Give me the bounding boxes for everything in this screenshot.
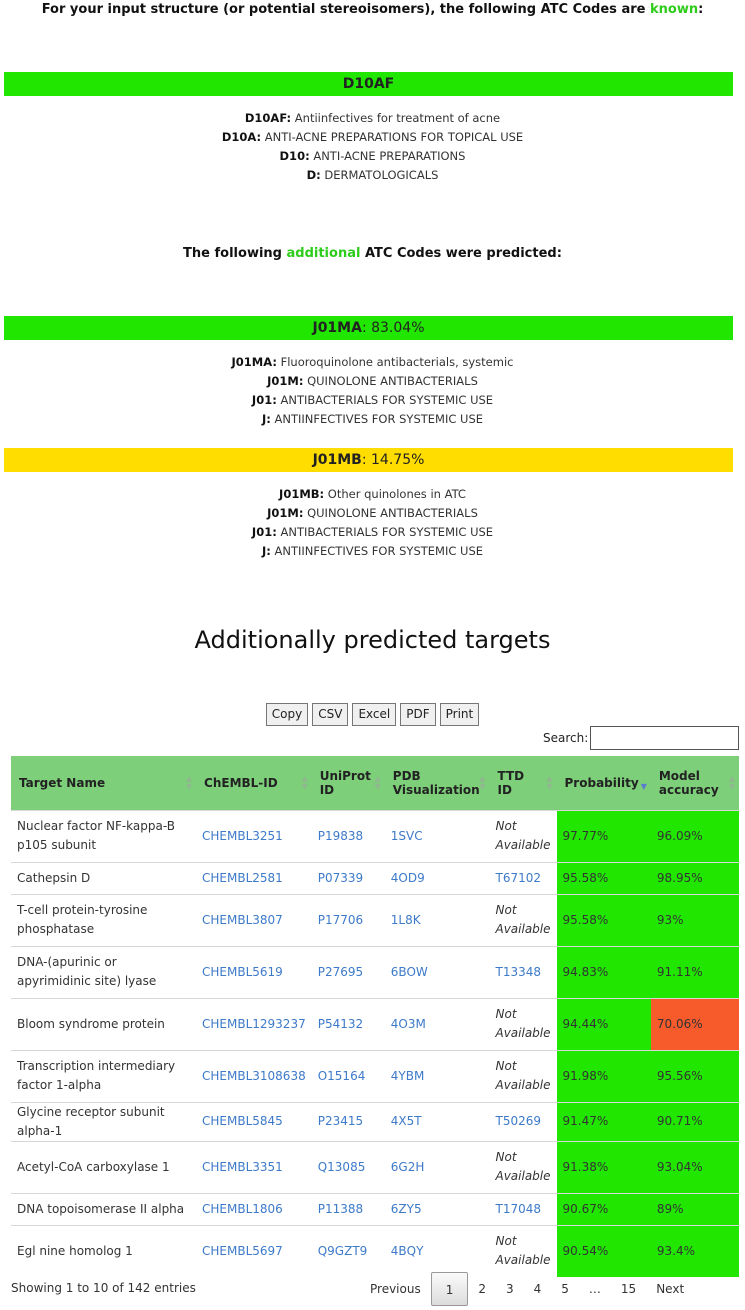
chembl-link[interactable]: CHEMBL5697	[202, 1243, 283, 1258]
pdb-cell	[385, 894, 490, 946]
uniprot-link[interactable]: P07339	[317, 870, 364, 885]
column-header-chembl-id[interactable]: ChEMBL-ID ▲ ▼	[196, 756, 312, 810]
accuracy-cell: 98.95%	[651, 862, 739, 894]
chembl-link[interactable]: CHEMBL5845	[202, 1114, 283, 1128]
chembl-cell	[196, 1141, 312, 1193]
target-name-cell: DNA-(apurinic or apyrimidinic site) lyase	[11, 946, 196, 998]
uniprot-cell	[312, 1050, 385, 1102]
column-header-ttd-id[interactable]: TTD ID ▲ ▼	[490, 756, 557, 810]
sort-icon: ▲ ▼	[546, 773, 553, 791]
atc-line: J01M: QUINOLONE ANTIBACTERIALS	[267, 374, 478, 388]
uniprot-cell	[312, 894, 385, 946]
uniprot-link[interactable]: Q13085	[317, 1159, 366, 1174]
probability-cell: 94.83%	[557, 946, 651, 998]
accuracy-cell: 90.71%	[651, 1102, 739, 1141]
atc-line: J01MA: Fluoroquinolone antibacterials, systemic	[231, 355, 514, 369]
uniprot-link[interactable]: P11388	[317, 1201, 364, 1216]
uniprot-link[interactable]: P17706	[317, 912, 364, 927]
accuracy-cell: 70.06%	[651, 998, 739, 1050]
chembl-link[interactable]: CHEMBL3251	[202, 828, 283, 843]
uniprot-link[interactable]: P19838	[317, 828, 364, 843]
chembl-cell	[196, 1225, 312, 1277]
chembl-link[interactable]: CHEMBL2581	[202, 870, 283, 885]
probability-cell: 97.77%	[557, 810, 651, 862]
sort-icon: ▲ ▼	[301, 773, 308, 791]
uniprot-cell	[312, 1141, 385, 1193]
chembl-cell	[196, 1193, 312, 1225]
ttd-cell	[490, 946, 557, 998]
accuracy-cell: 91.11%	[651, 946, 739, 998]
uniprot-link[interactable]: Q9GZT9	[317, 1243, 368, 1258]
pdb-cell	[385, 862, 490, 894]
chembl-cell	[196, 810, 312, 862]
chembl-link[interactable]: CHEMBL1806	[202, 1201, 283, 1216]
page-button[interactable]: 4	[533, 1282, 542, 1296]
chembl-cell	[196, 1102, 312, 1141]
uniprot-cell	[312, 946, 385, 998]
atc-line: D10A: ANTI-ACNE PREPARATIONS FOR TOPICAL USE	[221, 130, 524, 144]
atc-line: J: ANTIINFECTIVES FOR SYSTEMIC USE	[261, 544, 484, 558]
probability-cell: 95.58%	[557, 862, 651, 894]
chembl-cell	[196, 1050, 312, 1102]
probability-cell: 90.54%	[557, 1225, 651, 1277]
column-header-uniprot-id[interactable]: UniProt ID ▲ ▼	[312, 756, 385, 810]
uniprot-link[interactable]: P54132	[317, 1016, 364, 1031]
pdb-cell	[385, 1102, 490, 1141]
page-button[interactable]: 15	[620, 1282, 637, 1296]
sort-desc-icon: ▼	[640, 781, 647, 791]
target-name-cell: T-cell protein-tyrosine phosphatase	[11, 894, 196, 946]
chembl-cell	[196, 894, 312, 946]
chembl-link[interactable]: CHEMBL1293237	[202, 1016, 306, 1031]
page-button[interactable]: 5	[561, 1282, 569, 1296]
table-row	[11, 998, 739, 1050]
uniprot-link[interactable]: P27695	[317, 964, 364, 979]
atc-line: J: ANTIINFECTIVES FOR SYSTEMIC USE	[261, 412, 484, 426]
atc-line: D: DERMATOLOGICALS	[306, 168, 439, 182]
accuracy-cell: 89%	[651, 1193, 739, 1225]
chembl-cell	[196, 862, 312, 894]
probability-cell: 90.67%	[557, 1193, 651, 1225]
previous-page-button[interactable]: Previous	[370, 1282, 421, 1296]
atc-line: D10: ANTI-ACNE PREPARATIONS	[279, 149, 466, 163]
column-header-model-accuracy[interactable]: Model accuracy ▲ ▼	[651, 756, 739, 810]
known-atc-heading: For your input structure (or potential stereoisomers), the following ATC Codes are known:	[41, 2, 704, 17]
probability-cell: 95.58%	[557, 894, 651, 946]
target-name-cell: Bloom syndrome protein	[11, 998, 196, 1050]
pdb-link[interactable]: 4O3M	[390, 1016, 426, 1031]
next-page-button[interactable]: Next	[656, 1282, 685, 1296]
accuracy-cell: 93.04%	[651, 1141, 739, 1193]
pdf-button[interactable]: PDF	[400, 703, 435, 726]
page-button[interactable]: 2	[478, 1282, 486, 1296]
probability-cell: 91.38%	[557, 1141, 651, 1193]
sort-icon: ▲ ▼	[185, 773, 193, 791]
copy-button[interactable]: Copy	[266, 703, 308, 726]
atc-line: J01MB: Other quinolones in ATC	[279, 487, 466, 501]
ttd-cell	[490, 862, 557, 894]
ttd-cell	[490, 1193, 557, 1225]
uniprot-cell	[312, 862, 385, 894]
known-atc-bar: D10AF	[4, 72, 733, 96]
chembl-link[interactable]: CHEMBL3807	[202, 912, 283, 927]
pdb-link[interactable]: 4OD9	[390, 870, 425, 885]
probability-cell: 91.47%	[557, 1102, 651, 1141]
accuracy-cell: 95.56%	[651, 1050, 739, 1102]
pdb-cell	[385, 998, 490, 1050]
table-row	[11, 1141, 739, 1193]
atc-line: J01M: QUINOLONE ANTIBACTERIALS	[267, 506, 478, 520]
target-name-cell: Egl nine homolog 1	[11, 1225, 196, 1277]
table-row	[11, 1225, 739, 1277]
page-ellipsis: …	[588, 1282, 601, 1296]
sort-icon: ▲ ▼	[479, 773, 486, 791]
table-row	[11, 862, 739, 894]
targets-table	[11, 756, 739, 1277]
chembl-cell	[196, 998, 312, 1050]
column-header-pdb-visualization[interactable]: PDB Visualization ▲ ▼	[385, 756, 490, 810]
pagination	[360, 1272, 694, 1306]
target-name-cell: DNA topoisomerase II alpha	[11, 1193, 196, 1225]
target-name-cell: Transcription intermediary factor 1-alpha	[11, 1050, 196, 1102]
uniprot-cell	[312, 810, 385, 862]
sort-icon: ▲ ▼	[374, 773, 381, 791]
known-atc-hierarchy	[0, 109, 745, 185]
pdb-link[interactable]: 6G2H	[390, 1159, 425, 1174]
pdb-link[interactable]: 6ZY5	[390, 1201, 422, 1216]
uniprot-cell	[312, 1102, 385, 1141]
search-label: Search:	[543, 731, 589, 745]
predicted-atc-hierarchy-2	[0, 485, 745, 561]
print-button[interactable]: Print	[440, 703, 480, 726]
csv-button[interactable]: CSV	[312, 703, 348, 726]
pdb-link[interactable]: 4YBM	[390, 1068, 425, 1083]
uniprot-cell	[312, 998, 385, 1050]
predicted-atc-bar-2: J01MB: 14.75%	[4, 448, 733, 472]
targets-title: Additionally predicted targets	[194, 626, 551, 654]
table-row	[11, 946, 739, 998]
pdb-link[interactable]: 1L8K	[390, 912, 421, 927]
probability-cell: 91.98%	[557, 1050, 651, 1102]
ttd-link[interactable]: T67102	[495, 870, 542, 885]
ttd-link[interactable]: T13348	[495, 964, 542, 979]
uniprot-link[interactable]: P23415	[317, 1114, 364, 1128]
pdb-cell	[385, 1193, 490, 1225]
column-header-target-name[interactable]: Target Name ▲ ▼	[11, 756, 196, 810]
pdb-cell	[385, 946, 490, 998]
table-row	[11, 1193, 739, 1225]
accuracy-cell: 93.4%	[651, 1225, 739, 1277]
predicted-atc-hierarchy-1	[0, 353, 745, 429]
chembl-link[interactable]: CHEMBL5619	[202, 964, 283, 979]
sort-icon: ▲ ▼	[728, 773, 735, 791]
pdb-cell	[385, 1050, 490, 1102]
ttd-cell: Not Available	[490, 998, 557, 1050]
predicted-atc-heading: The following additional ATC Codes were predicted:	[183, 246, 562, 261]
pdb-link[interactable]: 4BQY	[390, 1243, 424, 1258]
predicted-atc-bar-1: J01MA: 83.04%	[4, 316, 733, 340]
page-button[interactable]: 3	[506, 1282, 514, 1296]
ttd-link[interactable]: T17048	[495, 1201, 542, 1216]
accuracy-cell: 93%	[651, 894, 739, 946]
page-button[interactable]: 1	[431, 1272, 469, 1306]
target-name-cell: Nuclear factor NF-kappa-B p105 subunit	[11, 810, 196, 862]
ttd-link[interactable]: T50269	[495, 1114, 542, 1128]
ttd-cell: Not Available	[490, 1050, 557, 1102]
pdb-link[interactable]: 4X5T	[390, 1114, 422, 1128]
ttd-cell: Not Available	[490, 1225, 557, 1277]
uniprot-cell	[312, 1193, 385, 1225]
chembl-cell	[196, 946, 312, 998]
table-row	[11, 1102, 739, 1141]
column-header-probability[interactable]: Probability ▼	[557, 756, 651, 810]
atc-line: J01: ANTIBACTERIALS FOR SYSTEMIC USE	[251, 525, 494, 539]
uniprot-link[interactable]: O15164	[317, 1068, 366, 1083]
atc-line: J01: ANTIBACTERIALS FOR SYSTEMIC USE	[251, 393, 494, 407]
ttd-cell: Not Available	[490, 810, 557, 862]
search-input[interactable]	[590, 726, 739, 750]
export-buttons	[0, 703, 745, 726]
pdb-cell	[385, 1225, 490, 1277]
excel-button[interactable]: Excel	[352, 703, 396, 726]
pdb-link[interactable]: 6BOW	[390, 964, 428, 979]
chembl-link[interactable]: CHEMBL3351	[202, 1159, 283, 1174]
table-info: Showing 1 to 10 of 142 entries	[11, 1281, 196, 1295]
table-row	[11, 894, 739, 946]
table-row	[11, 810, 739, 862]
target-name-cell: Cathepsin D	[11, 862, 196, 894]
target-name-cell: Acetyl-CoA carboxylase 1	[11, 1141, 196, 1193]
uniprot-cell	[312, 1225, 385, 1277]
atc-line: D10AF: Antiinfectives for treatment of acne	[244, 111, 501, 125]
target-name-cell: Glycine receptor subunit alpha-1	[11, 1102, 196, 1141]
ttd-cell: Not Available	[490, 894, 557, 946]
pdb-cell	[385, 810, 490, 862]
probability-cell: 94.44%	[557, 998, 651, 1050]
table-row	[11, 1050, 739, 1102]
chembl-link[interactable]: CHEMBL3108638	[202, 1068, 306, 1083]
pdb-cell	[385, 1141, 490, 1193]
accuracy-cell: 96.09%	[651, 810, 739, 862]
ttd-cell	[490, 1102, 557, 1141]
ttd-cell: Not Available	[490, 1141, 557, 1193]
pdb-link[interactable]: 1SVC	[390, 828, 423, 843]
